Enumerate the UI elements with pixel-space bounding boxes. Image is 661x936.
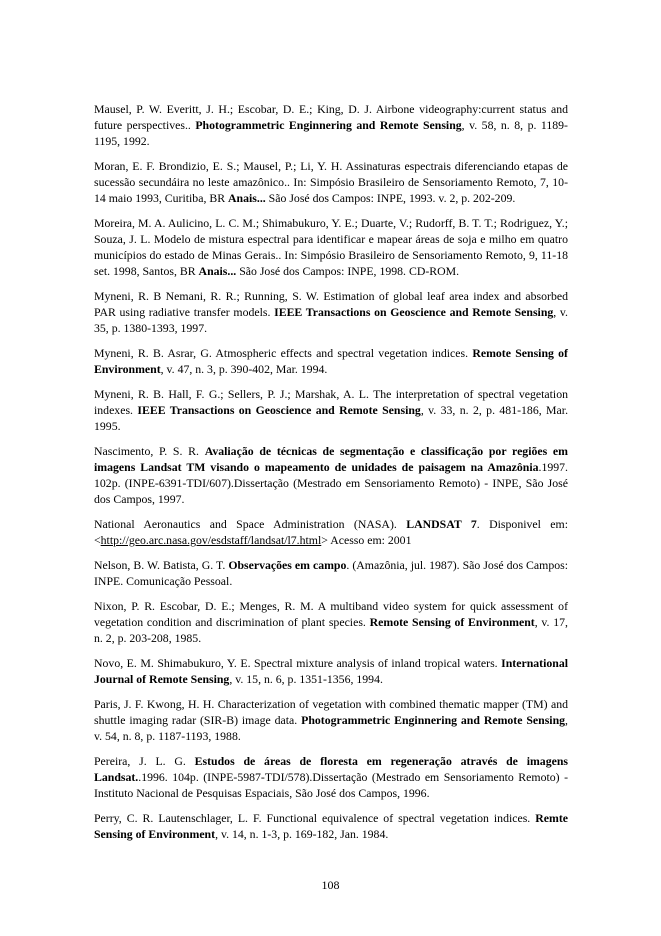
reference-details: , v. 14, n. 1-3, p. 169-182, Jan. 1984.: [215, 827, 389, 841]
reference-entry: [94, 557, 568, 589]
reference-journal: Remte Sensing of Environment: [94, 811, 568, 841]
reference-entry: [94, 655, 568, 687]
reference-details: .1997. 102p. (INPE-6391-TDI/607).Dissertação (Mestrado em Sensoriamento Remoto) - INPE, São José dos Campos, 1997.: [94, 460, 568, 506]
reference-entry: [94, 810, 568, 842]
reference-entry: [94, 345, 568, 377]
reference-text: Pereira, J. L. G.: [94, 754, 195, 768]
reference-journal: Remote Sensing of Environment: [94, 346, 568, 376]
reference-entry: [94, 386, 568, 434]
reference-entry: [94, 753, 568, 801]
reference-journal: Photogrammetric Enginnering and Remote Sensing: [301, 713, 566, 727]
reference-entry: [94, 598, 568, 646]
reference-text: Novo, E. M. Shimabukuro, Y. E. Spectral mixture analysis of inland tropical waters.: [94, 656, 502, 670]
reference-entry: [94, 215, 568, 279]
reference-details: , v. 58, n. 8, p. 1189-1195, 1992.: [94, 118, 568, 148]
reference-details: , v. 47, n. 3, p. 390-402, Mar. 1994.: [160, 362, 328, 376]
reference-details: , v. 33, n. 2, p. 481-186, Mar. 1995.: [94, 403, 569, 433]
reference-details: , v. 17, n. 2, p. 203-208, 1985.: [94, 615, 568, 645]
reference-journal: Remote Sensing of Environment: [369, 615, 535, 629]
reference-details: . Disponivel em: <: [94, 517, 568, 547]
reference-entry: [94, 443, 568, 507]
reference-text: Paris, J. F. Kwong, H. H. Characterization of vegetation with combined thematic mapper (TM) and shuttle imaging radar (SIR-B) image data.: [94, 697, 568, 727]
reference-journal: Anais...: [228, 191, 266, 205]
reference-journal: Anais...: [198, 264, 237, 278]
reference-details: . (Amazônia, jul. 1987). São José dos Campos: INPE. Comunicação Pessoal.: [94, 558, 569, 588]
reference-access: > Acesso em: 2001: [321, 533, 412, 547]
reference-details: São José dos Campos: INPE, 1993. v. 2, p. 202-209.: [265, 191, 516, 205]
reference-entry: [94, 158, 568, 206]
reference-text: Perry, C. R. Lautenschlager, L. F. Functional equivalence of spectral vegetation indices.: [94, 811, 536, 825]
reference-title: LANDSAT 7: [406, 517, 477, 531]
reference-text: Nascimento, P. S. R.: [94, 444, 205, 458]
reference-title: Observações em campo: [228, 558, 347, 572]
reference-link[interactable]: http://geo.arc.nasa.gov/esdstaff/landsat/l7.html: [100, 533, 322, 547]
reference-text: Moran, E. F. Brondizio, E. S.; Mausel, P.; Li, Y. H. Assinaturas espectrais diferenciando etapas de sucessão secundáira no leste amazônico.. In: Simpósio Brasileiro de Sensoriamento Remoto, 7, 10-14 maio 1993, Curitiba, BR: [94, 159, 568, 205]
reference-details: , v. 54, n. 8, p. 1187-1193, 1988.: [94, 713, 568, 743]
reference-entry: [94, 101, 568, 149]
reference-journal: IEEE Transactions on Geoscience and Remote Sensing: [137, 403, 421, 417]
reference-entry: [94, 696, 568, 744]
reference-text: Mausel, P. W. Everitt, J. H.; Escobar, D. E.; King, D. J. Airbone videography:current status and future perspectives..: [94, 102, 568, 132]
page-number: 108: [321, 878, 340, 892]
reference-details: São José dos Campos: INPE, 1998. CD-ROM.: [236, 264, 460, 278]
reference-text: Myneni, R. B Nemani, R. R.; Running, S. W. Estimation of global leaf area index and absorbed PAR using radiative transfer models.: [94, 289, 568, 319]
reference-text: National Aeronautics and Space Administration (NASA).: [94, 517, 407, 531]
reference-details: .1996. 104p. (INPE-5987-TDI/578).Dissertação (Mestrado em Sensoriamento Remoto) - Instituto Nacional de Pesquisas Espaciais, São José dos Campos, 1996.: [94, 770, 568, 800]
reference-journal: Photogrammetric Enginnering and Remote Sensing: [195, 118, 462, 132]
reference-text: Moreira, M. A. Aulicino, L. C. M.; Shimabukuro, Y. E.; Duarte, V.; Rudorff, B. T. T.; Rodriguez, Y.; Souza, J. L. Modelo de mistura espectral para identificar e mapear áreas de soja e milho em quatro municípios do estado de Minas Gerais.. In: Simpósio Brasileiro de Sensoriamento Remoto, 9, 11-18 set. 1998, Santos, BR: [94, 216, 568, 278]
reference-details: , v. 15, n. 6, p. 1351-1356, 1994.: [229, 672, 383, 686]
reference-text: Myneni, R. B. Hall, F. G.; Sellers, P. J.; Marshak, A. L. The interpretation of spectral vegetation indexes.: [94, 387, 568, 417]
reference-list: [94, 101, 568, 851]
reference-entry: [94, 516, 568, 548]
reference-journal: IEEE Transactions on Geoscience and Remote Sensing: [274, 305, 554, 319]
reference-text: Nixon, P. R. Escobar, D. E.; Menges, R. M. A multiband video system for quick assessment of vegetation condition and discrimination of plant species.: [94, 599, 568, 629]
reference-entry: [94, 288, 568, 336]
reference-title: Avaliação de técnicas de segmentação e classificação por regiões em imagens Landsat TM visando o mapeamento de unidades de paisagem na Amazônia: [94, 444, 568, 474]
reference-title: Estudos de áreas de floresta em regeneração através de imagens Landsat.: [94, 754, 568, 784]
reference-text: Myneni, R. B. Asrar, G. Atmospheric effects and spectral vegetation indices.: [94, 346, 473, 360]
reference-details: , v. 35, p. 1380-1393, 1997.: [94, 305, 568, 335]
reference-text: Nelson, B. W. Batista, G. T.: [94, 558, 229, 572]
reference-journal: International Journal of Remote Sensing: [94, 656, 568, 686]
